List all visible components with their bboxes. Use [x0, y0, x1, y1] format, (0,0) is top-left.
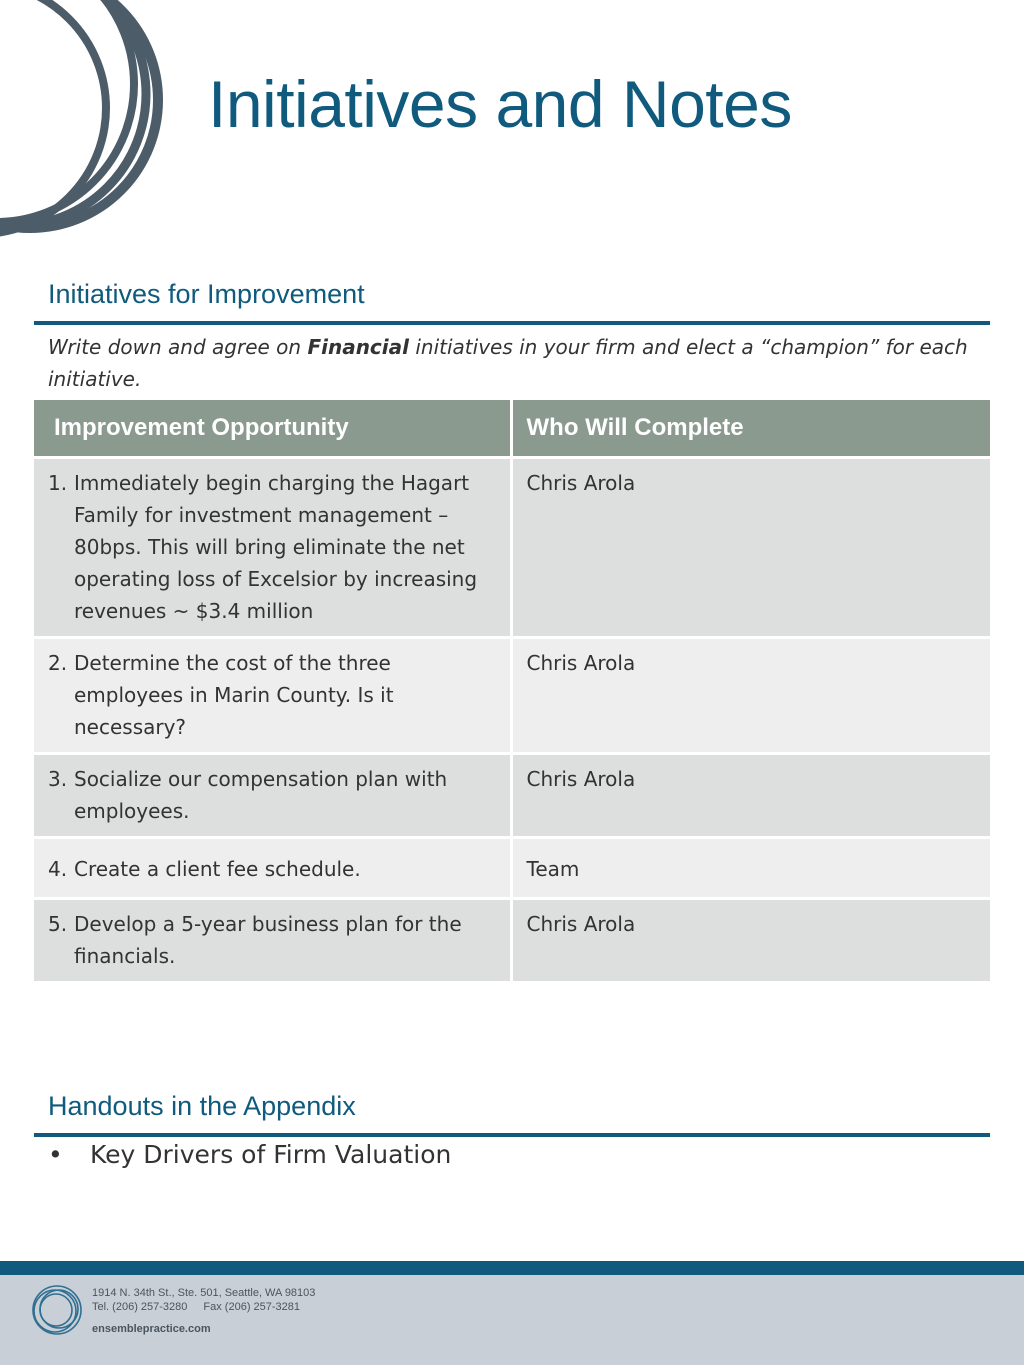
footer-phone-line	[92, 1300, 315, 1314]
bullet-marker: •	[48, 1140, 63, 1169]
opportunity-cell	[34, 458, 511, 638]
table-row	[34, 838, 990, 899]
opportunity-cell	[34, 638, 511, 754]
table-row	[34, 458, 990, 638]
column-header-owner: Who Will Complete	[511, 400, 990, 458]
initiatives-heading: Initiatives for Improvement	[48, 279, 365, 309]
initiatives-divider	[34, 321, 990, 325]
owner-cell: Chris Arola	[511, 754, 990, 838]
item-number: 3.	[48, 767, 68, 791]
table-row	[34, 638, 990, 754]
initiatives-table	[34, 400, 990, 984]
table-row	[34, 899, 990, 983]
opportunity-text: Develop a 5-year business plan for the financials.	[74, 912, 462, 968]
item-number: 1.	[48, 471, 68, 495]
owner-cell: Chris Arola	[511, 899, 990, 983]
footer-accent-bar	[0, 1261, 1024, 1275]
appendix-divider	[34, 1133, 990, 1137]
footer-fax: Fax (206) 257-3281	[203, 1301, 301, 1313]
concentric-rings-logo	[0, 0, 200, 250]
opportunity-text: Immediately begin charging the Hagart Family for investment management – 80bps. This will bring eliminate the net operating loss of Excelsior by increasing revenues ~ $3.4 million	[74, 471, 478, 623]
owner-cell: Chris Arola	[511, 638, 990, 754]
appendix-heading: Handouts in the Appendix	[48, 1091, 356, 1121]
opportunity-text: Create a client fee schedule.	[74, 857, 361, 881]
appendix-list	[48, 1140, 451, 1169]
intro-text-start: Write down and agree on	[48, 335, 308, 359]
opportunity-text: Socialize our compensation plan with employees.	[74, 767, 448, 823]
rings-logo-icon	[28, 1281, 86, 1339]
opportunity-cell	[34, 838, 511, 899]
opportunity-cell	[34, 754, 511, 838]
owner-cell: Team	[511, 838, 990, 899]
footer	[0, 1275, 1024, 1365]
column-header-opportunity: Improvement Opportunity	[34, 400, 511, 458]
page-title: Initiatives and Notes	[208, 67, 792, 141]
table-header-row	[34, 400, 990, 458]
item-number: 5.	[48, 912, 68, 936]
item-number: 2.	[48, 651, 68, 675]
opportunity-cell	[34, 899, 511, 983]
intro-text-end: initiatives in your firm and elect a “champion” for each initiative.	[48, 335, 968, 391]
table-row	[34, 754, 990, 838]
initiatives-intro	[48, 331, 978, 395]
intro-text-bold: Financial	[307, 335, 409, 359]
item-number: 4.	[48, 857, 68, 881]
list-item: Key Drivers of Firm Valuation	[90, 1140, 452, 1169]
opportunity-text: Determine the cost of the three employees in Marin County. Is it necessary?	[74, 651, 394, 739]
footer-address: 1914 N. 34th St., Ste. 501, Seattle, WA 98103	[92, 1287, 316, 1299]
footer-contact	[92, 1286, 315, 1336]
footer-tel: Tel. (206) 257-3280	[92, 1301, 188, 1313]
footer-website-link[interactable]: ensemblepractice.com	[92, 1323, 211, 1335]
owner-cell: Chris Arola	[511, 458, 990, 638]
